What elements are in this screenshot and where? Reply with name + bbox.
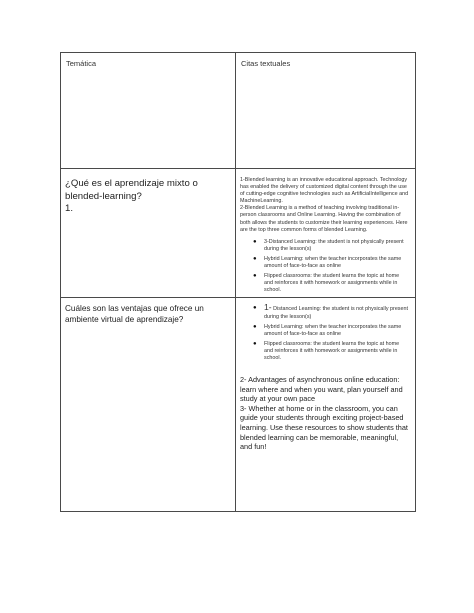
bullet-icon: ● [253,305,257,312]
bullet-icon: ● [253,255,257,262]
bullet-icon: ● [253,238,257,245]
advantage-paragraph-3: 3- Whether at home or in the classroom, you can guide your students through exciting project-based learning. Use these resources to show students that blended learning can be memorable, meaningful, and fun! [240,403,408,452]
question-text: ¿Qué es el aprendizaje mixto o blended-learning? [65,178,198,202]
theme-cell-virtual [61,298,236,512]
theme-cell-blended [61,169,236,298]
theme-header-cell [61,53,236,169]
table-row-header [61,53,416,169]
list-item: ● Hybrid Learning: when the teacher incorporates the same amount of face-to-face as online [253,323,402,337]
theme-question-blended [61,169,235,216]
table-row-blended-learning [61,169,416,298]
list-item: ● Hybrid Learning: when the teacher incorporates the same amount of face-to-face as online [253,255,402,270]
theme-header-label: Temática [66,59,97,68]
bullet-icon: ● [253,323,257,330]
list-item: ● 1- Distanced Learning: the student is not physically present during the lesson(s) [253,302,409,320]
list-item: ● 3-Distanced Learning: the student is not physically present during the lesson(s) [253,238,404,252]
question-number: 1. [65,203,74,214]
list-item: ● Flipped classrooms: the student learns the topic at home and reinforces it with homework or assignments while in school. [253,340,400,361]
quotes-header-label: Citas textuales [241,59,291,68]
list-item: ● Flipped classrooms: the student learns the topic at home and reinforces it with homework or assignments while in school. [253,273,400,294]
quotes-header-cell [236,53,416,169]
quote-paragraph-2: 2-Blended Learning is a method of teaching involving traditional in-person classrooms and Online Learning. Having the combination of both allows the students to customize their learning experiences. Here are the top three common forms of blended Learning. [240,205,408,233]
forms-bullet-list [236,239,415,295]
quote-paragraph-1: 1-Blended learning is an innovative educational approach. Technology has enabled the delivery of customized digital content through the use of cutting-edge cognitive technologies such as ArtificialIntelligence and MachineLearning. [240,177,409,205]
quotes-cell-virtual [236,298,416,512]
theme-question-virtual: Cuáles son las ventajas que ofrece un ambiente virtual de aprendizaje? [65,304,204,324]
bullet-icon: ● [253,273,257,280]
quotes-cell-blended [236,169,416,298]
document-table [60,52,416,512]
table-row-virtual-advantages [61,298,416,512]
bullet-icon: ● [253,340,257,347]
advantage-paragraph-2: 2- Advantages of asynchronous online education: learn where and when you want, plan yourself and study at your own pace [240,375,403,404]
advantages-bullet-list [236,304,415,362]
